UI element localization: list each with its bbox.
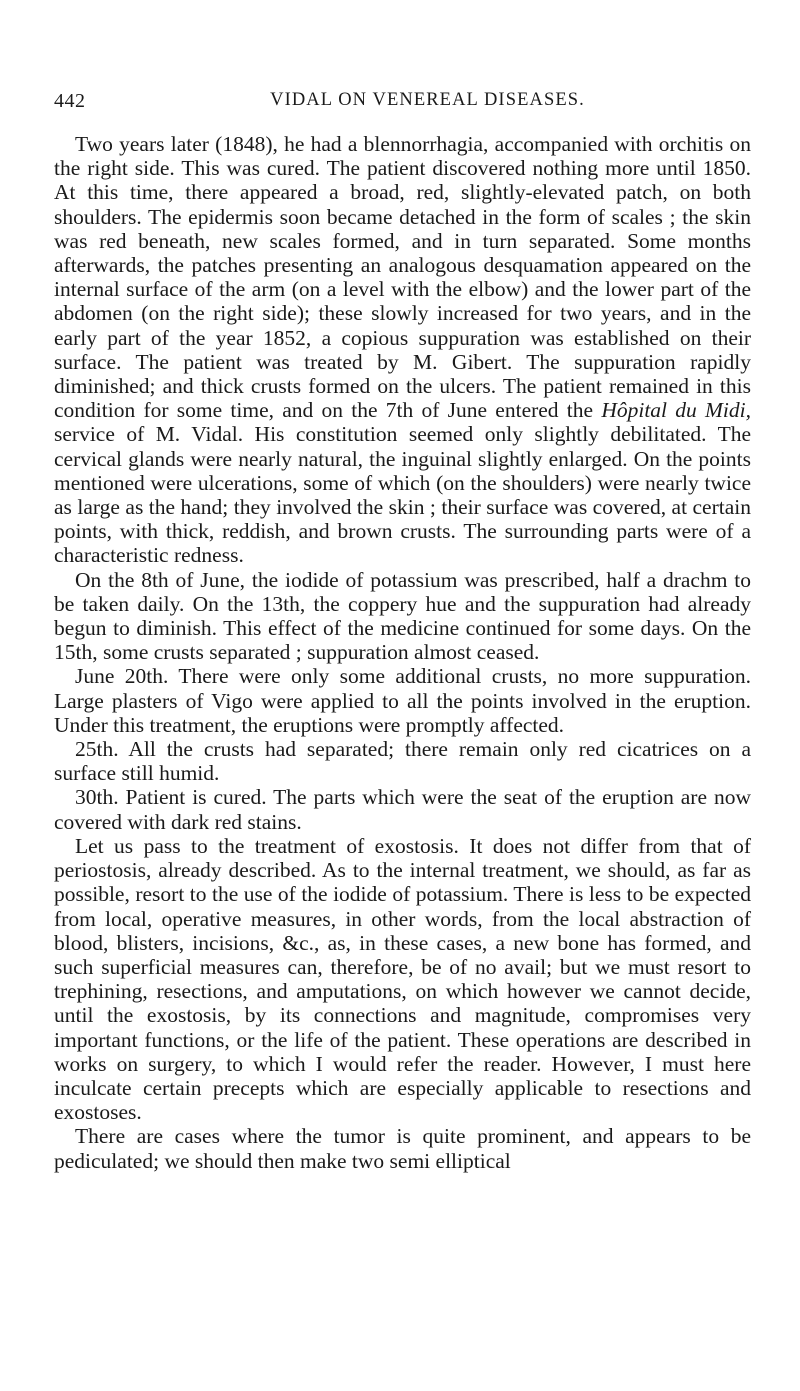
paragraph-exostosis-treatment: Let us pass to the treatment of exostosis. It does not differ from that of periostosis, already described. As to the internal treatment, we should, as far as possible, resort to the use of the iodide of potassium. There is less to be expected from local, operative measures, in other words, from the local abstraction of blood, blisters, incisions, &c., as, in these cases, a new bone has formed, and such superficial measures can, therefore, be of no avail; but we must resort to trephining, resections, and amputations, on which however we cannot decide, until the exostosis, by its connections and magnitude, compromises very important functions, or the life of the patient. These operations are described in works on surgery, to which I would refer the reader. However, I must here inculcate certain precepts which are especially applicable to resections and exostoses. bbox=[54, 833, 751, 1125]
paragraph-pediculated-tumor: There are cases where the tumor is quite prominent, and appears to be pediculated; we should then make two semi elliptical bbox=[54, 1124, 751, 1173]
body-text bbox=[54, 132, 751, 1173]
hospital-name-italic: Hôpital du Midi, bbox=[601, 398, 751, 423]
book-page bbox=[54, 0, 751, 1173]
paragraph-30th: 30th. Patient is cured. The parts which were the seat of the eruption are now covered with dark red stains. bbox=[54, 785, 751, 834]
page-number: 442 bbox=[54, 90, 86, 112]
paragraph-june-20: June 20th. There were only some additional crusts, no more suppuration. Large plasters of Vigo were applied to all the points involved in the eruption. Under this treatment, the eruptions were promptly affected. bbox=[54, 664, 751, 737]
running-title: VIDAL ON VENEREAL DISEASES. bbox=[270, 90, 585, 110]
paragraph-text: Two years later (1848), he had a blennorrhagia, accompanied with orchitis on the right side. This was cured. The patient discovered nothing more until 1850. At this time, there appeared a broad, red, slightly-elevated patch, on both shoulders. The epidermis soon became detached in the form of scales ; the skin was red beneath, new scales formed, and in turn separated. Some months afterwards, the patches presenting an analogous desquamation appeared on the internal surface of the arm (on a level with the elbow) and the lower part of the abdomen (on the right side); these slowly increased for two years, and in the early part of the year 1852, a copious suppuration was established on their surface. The patient was treated by M. Gibert. The suppuration rapidly diminished; and thick crusts formed on the ulcers. The patient remained in this condition for some time, and on the 7th of June entered the bbox=[54, 132, 751, 423]
running-header bbox=[54, 88, 751, 132]
paragraph-case-history bbox=[54, 132, 751, 568]
paragraph-text: service of M. Vidal. His constitution seemed only slightly debilitated. The cervical glands were nearly natural, the inguinal slightly enlarged. On the points mentioned were ulcerations, some of which (on the shoulders) were nearly twice as large as the hand; they involved the skin ; their surface was covered, at certain points, with thick, reddish, and brown crusts. The surrounding parts were of a characteristic redness. bbox=[54, 422, 751, 568]
paragraph-25th: 25th. All the crusts had separated; there remain only red cicatrices on a surface still humid. bbox=[54, 737, 751, 786]
paragraph-june-8: On the 8th of June, the iodide of potassium was prescribed, half a drachm to be taken daily. On the 13th, the coppery hue and the suppuration had already begun to diminish. This effect of the medicine continued for some days. On the 15th, some crusts separated ; suppuration almost ceased. bbox=[54, 567, 751, 665]
